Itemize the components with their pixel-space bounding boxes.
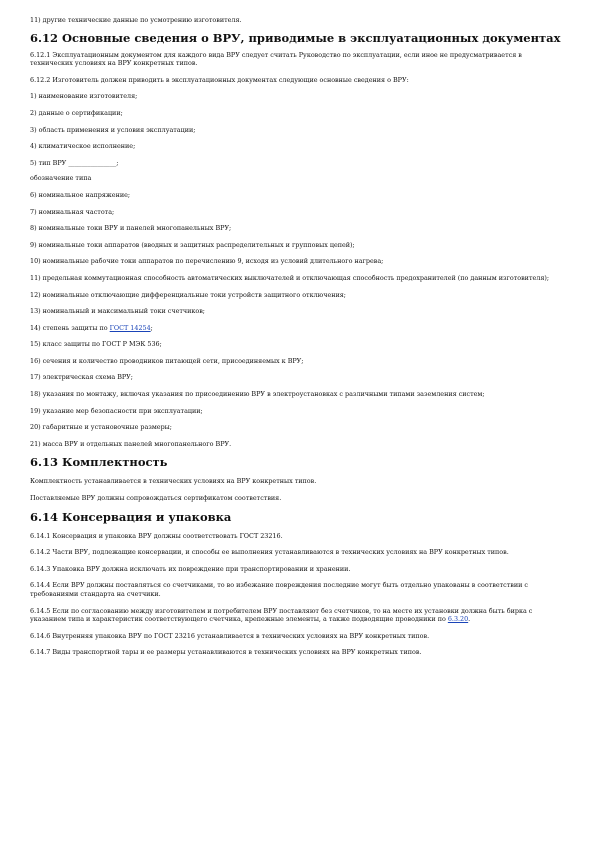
paragraph: 6.14.7 Виды транспортной тары и ее размеры устанавливаются в технических условиях на ВРУ конкретных типов. (30, 648, 422, 657)
paragraph: 6.14.3 Упаковка ВРУ должна исключать их повреждение при транспортировании и хранении. (30, 564, 351, 573)
paragraph: 3) область применения и условия эксплуатации; (30, 125, 196, 134)
paragraph: 6.14.1 Консервация и упаковка ВРУ должны соответствовать ГОСТ 23216. (30, 531, 283, 540)
paragraph: 6) номинальное напряжение; (30, 190, 131, 199)
paragraph: Поставляемые ВРУ должны сопровождаться сертификатом соответствия. (30, 494, 282, 503)
paragraph: 11) другие технические данные по усмотрению изготовителя. (30, 16, 242, 24)
paragraph: 21) масса ВРУ и отдельных панелей многопанельного ВРУ. (30, 439, 232, 448)
paragraph: 20) габаритные и установочные размеры; (30, 423, 172, 432)
paragraph: 17) электрическая схема ВРУ; (30, 373, 133, 382)
section-heading: 6.14 Консервация и упаковка (30, 509, 232, 524)
reference-link[interactable]: 6.3.20 (447, 615, 469, 624)
reference-link[interactable]: ГОСТ 14254 (109, 323, 151, 332)
paragraph: 18) указания по монтажу, включая указания по присоединению ВРУ в электроустановках с различными типами заземления систем; (30, 390, 485, 399)
paragraph: 4) климатическое исполнение; (30, 142, 136, 151)
paragraph: Комплектность устанавливается в технических условиях на ВРУ конкретных типов. (30, 477, 317, 486)
paragraph: 19) указание мер безопасности при эксплуатации; (30, 406, 203, 415)
paragraph: 9) номинальные токи аппаратов (вводных и защитных распределительных и групповых цепей); (30, 240, 355, 249)
paragraph: 1) наименование изготовителя; (30, 92, 138, 101)
paragraph: 12) номинальные отключающие дифференциальные токи устройств защитного отключения; (30, 290, 346, 299)
paragraph: 16) сечения и количество проводников питающей сети, присоединяемых к ВРУ; (30, 356, 304, 365)
paragraph: 8) номинальные токи ВРУ и панелей многопанельных ВРУ; (30, 224, 232, 233)
paragraph: 10) номинальные рабочие токи аппаратов по перечислению 9, исходя из условий длительного нагрева; (30, 257, 384, 266)
paragraph-with-link (30, 324, 565, 333)
section-heading: 6.13 Комплектность (30, 455, 168, 470)
paragraph-text: ; (150, 323, 153, 332)
paragraph: 11) предельная коммутационная способность автоматических выключателей и отключающая способность предохранителей (по данным изготовителя); (30, 273, 549, 282)
paragraph: 5) тип ВРУ _______________; (30, 158, 119, 167)
paragraph: 13) номинальный и максимальный токи счетчиков; (30, 307, 205, 316)
paragraph-with-link (30, 607, 565, 624)
paragraph: 6.14.6 Внутренняя упаковка ВРУ по ГОСТ 23216 устанавливается в технических условиях на ВРУ конкретных типов. (30, 631, 430, 640)
paragraph: 6.12.1 Эксплуатационным документом для каждого вида ВРУ следует считать Руководство по эксплуатации, если иное не предусматривается в технических условиях на ВРУ конкретных типов. (30, 50, 524, 68)
section-heading: 6.12 Основные сведения о ВРУ, приводимые в эксплуатационных документах (30, 30, 561, 45)
paragraph-text: . (468, 615, 471, 624)
paragraph: обозначение типа (30, 174, 92, 183)
paragraph: 6.12.2 Изготовитель должен приводить в эксплуатационных документах следующие основные сведения о ВРУ: (30, 75, 409, 84)
paragraph: 2) данные о сертификации; (30, 108, 123, 117)
paragraph-text: 6.14.5 Если по согласованию между изготовителем и потребителем ВРУ поставляют без счетчиков, то на месте их установки должна быть бирка с указанием типа и характеристик соответствующего счетчика, крепежные элементы, а также подводящие проводники по (30, 606, 535, 624)
paragraph: 6.14.2 Части ВРУ, подлежащие консервации, и способы ее выполнения устанавливаются в технических условиях на ВРУ конкретных типов. (30, 548, 509, 557)
paragraph: 15) класс защиты по ГОСТ Р МЭК 536; (30, 340, 162, 349)
paragraph: 6.14.4 Если ВРУ должны поставляться со счетчиками, то во избежание повреждения последние могут быть отдельно упакованы в соответствии с требованиями стандарта на счетчики. (30, 581, 531, 598)
paragraph-text: 14) степень защиты по (30, 323, 110, 332)
paragraph: 7) номинальная частота; (30, 207, 115, 216)
